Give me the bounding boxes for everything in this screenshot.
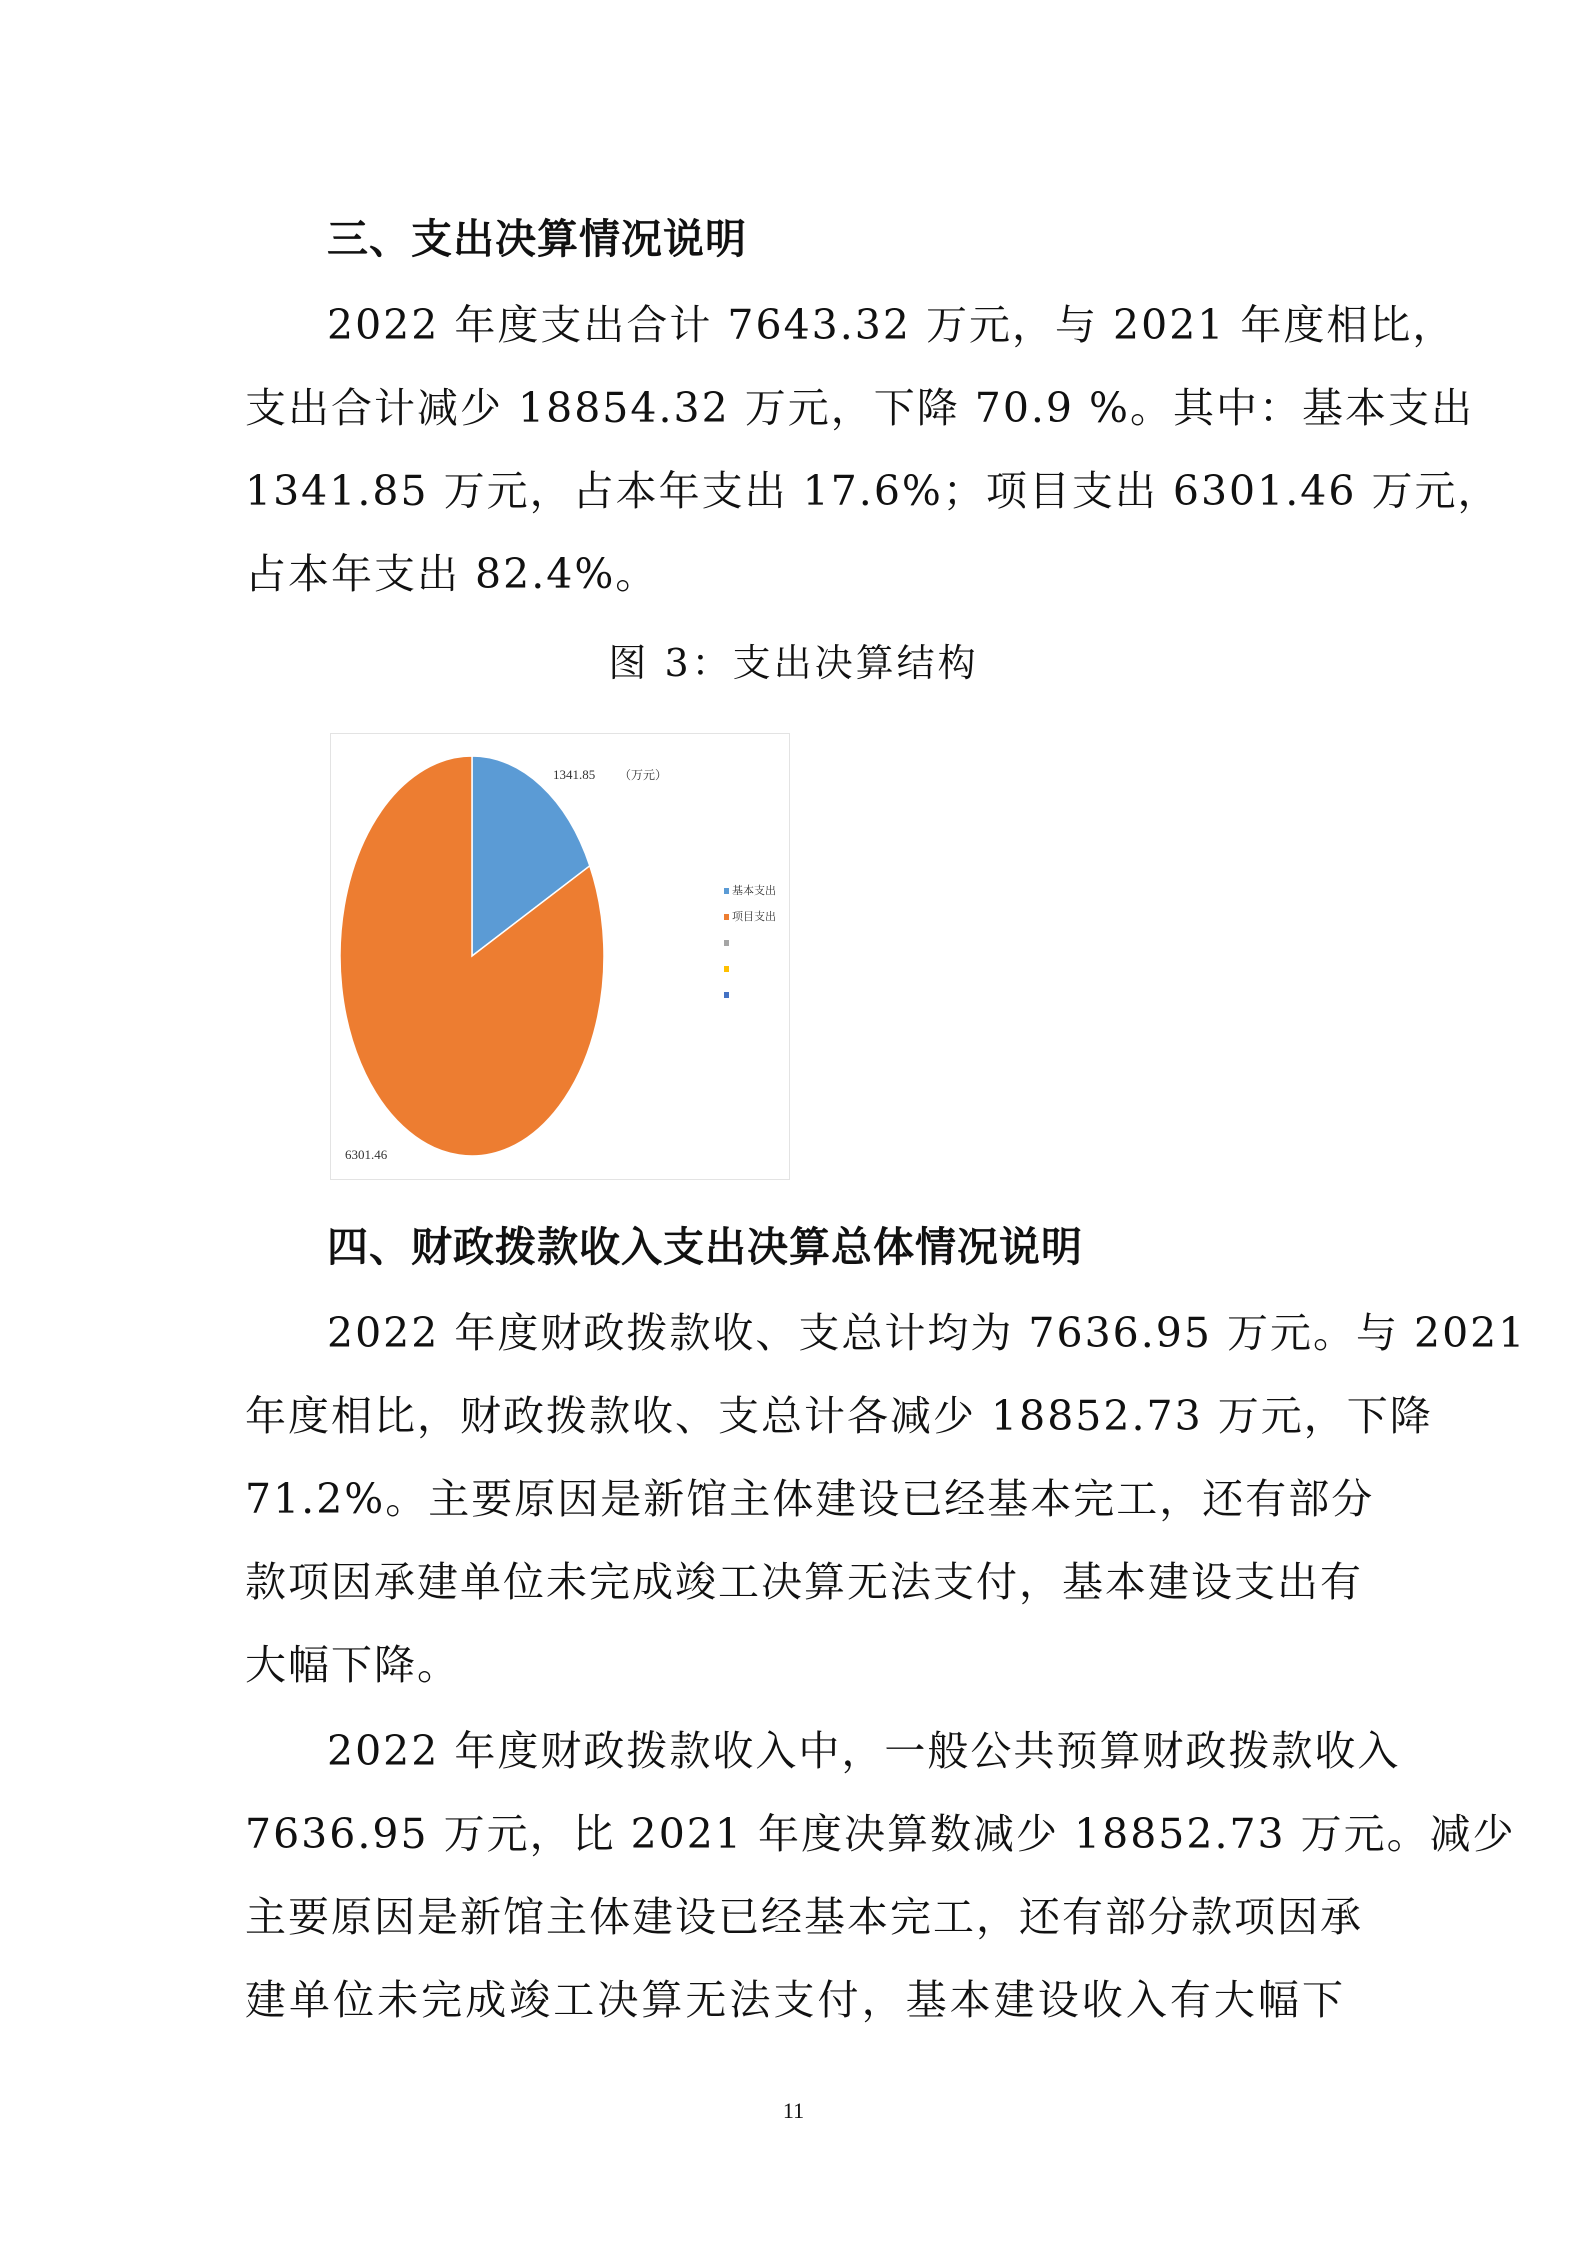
section-4-para-1-line-1: 2022 年度财政拨款收、支总计均为 7636.95 万元。与 2021: [327, 1309, 1527, 1357]
legend-swatch-2: [724, 940, 729, 946]
section-3-line-4: 占本年支出 82.4%。: [245, 550, 659, 598]
section-4-heading: 四、财政拨款收入支出决算总体情况说明: [327, 1223, 1083, 1271]
section-4-para-2-line-4: 建单位未完成竣工决算无法支付，基本建设收入有大幅下: [245, 1976, 1345, 2024]
pie-chart-svg: [331, 734, 789, 1179]
section-4-para-2-line-1: 2022 年度财政拨款收入中，一般公共预算财政拨款收入: [327, 1727, 1401, 1775]
pie-data-label-0: 1341.85: [553, 767, 596, 782]
pie-data-label-1: 6301.46: [345, 1147, 388, 1162]
legend-swatch-4: [724, 992, 729, 998]
section-3-line-2: 支出合计减少 18854.32 万元，下降 70.9 %。其中：基本支出: [245, 384, 1475, 432]
legend-label-0: 基本支出: [732, 884, 776, 897]
legend-label-1: 项目支出: [732, 910, 776, 923]
pie-unit-label: （万元）: [619, 768, 668, 782]
pie-chart: [330, 733, 790, 1180]
legend-swatch-0: [724, 888, 729, 894]
section-3-heading: 三、支出决算情况说明: [327, 215, 747, 263]
section-4-para-1-line-4: 款项因承建单位未完成竣工决算无法支付，基本建设支出有: [245, 1558, 1363, 1606]
section-4-para-2-line-3: 主要原因是新馆主体建设已经基本完工，还有部分款项因承: [245, 1893, 1363, 1941]
page-number: 11: [782, 2098, 805, 2123]
section-3-line-3: 1341.85 万元，占本年支出 17.6%；项目支出 6301.46 万元，: [245, 467, 1501, 515]
figure-caption: 图 3：支出决算结构: [608, 641, 979, 685]
section-4-para-2-line-2: 7636.95 万元，比 2021 年度决算数减少 18852.73 万元。减少: [245, 1810, 1516, 1858]
section-4-para-1-line-5: 大幅下降。: [245, 1641, 460, 1689]
legend-swatch-1: [724, 914, 729, 920]
section-4-para-1-line-3: 71.2%。主要原因是新馆主体建设已经基本完工，还有部分: [245, 1475, 1375, 1523]
legend-swatch-3: [724, 966, 729, 972]
section-4-para-1-line-2: 年度相比，财政拨款收、支总计各减少 18852.73 万元，下降: [245, 1392, 1433, 1440]
section-3-line-1: 2022 年度支出合计 7643.32 万元，与 2021 年度相比，: [327, 301, 1456, 349]
